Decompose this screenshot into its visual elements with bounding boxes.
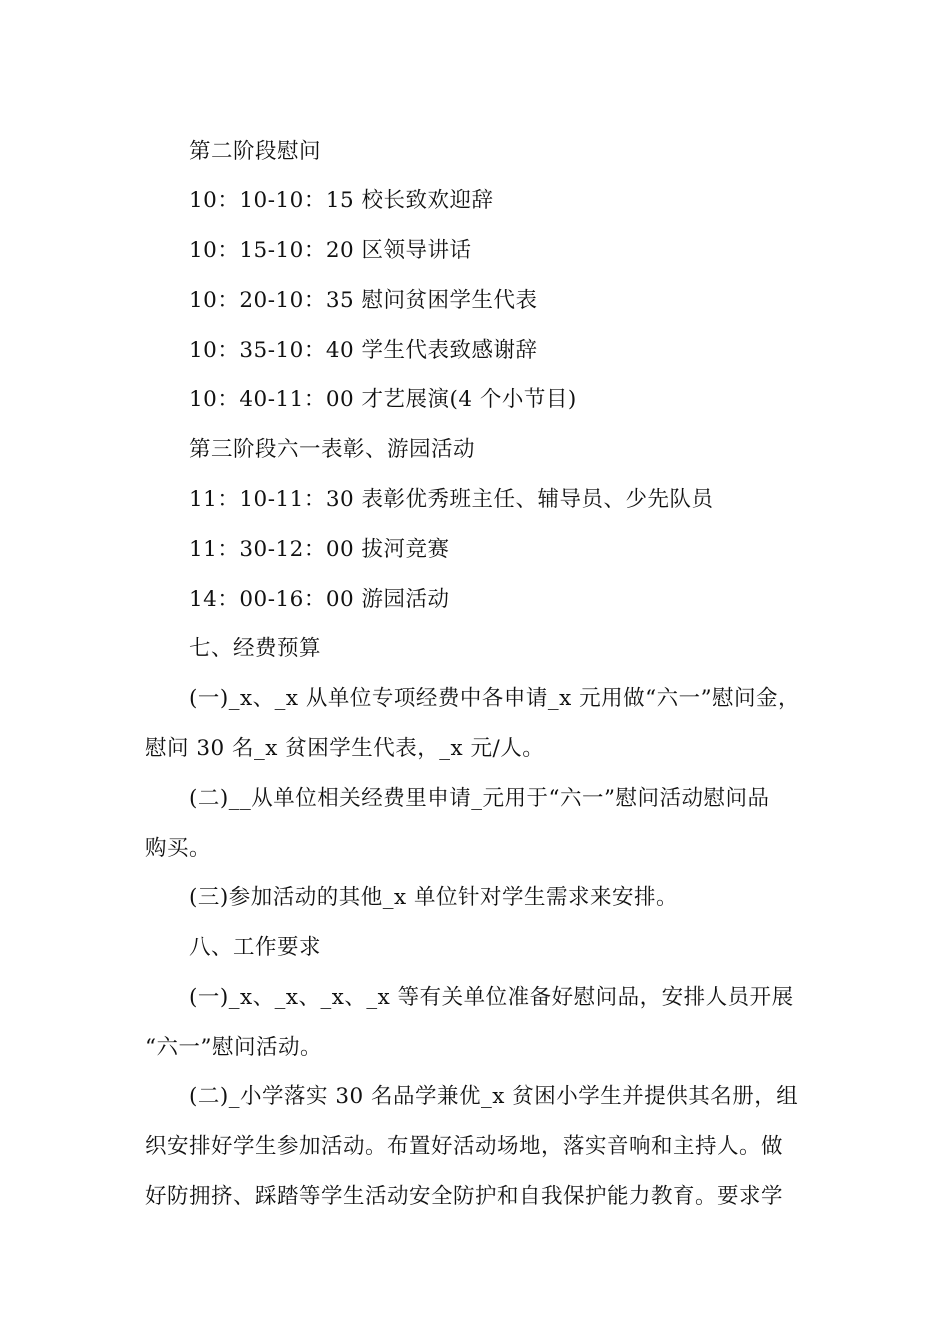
schedule-item: 10：35-10：40 学生代表致感谢辞 bbox=[189, 338, 538, 363]
paragraph-line: “六一”慰问活动。 bbox=[145, 1035, 322, 1060]
paragraph-line: (一)_x、_x、_x、_x 等有关单位准备好慰问品，安排人员开展 bbox=[189, 985, 794, 1010]
schedule-item: 11：10-11：30 表彰优秀班主任、辅导员、少先队员 bbox=[189, 487, 714, 512]
paragraph-line: 织安排好学生参加活动。布置好活动场地，落实音响和主持人。做 bbox=[145, 1134, 784, 1159]
paragraph-line: (三)参加活动的其他_x 单位针对学生需求来安排。 bbox=[189, 885, 678, 910]
paragraph-line: 好防拥挤、踩踏等学生活动安全防护和自我保护能力教育。要求学 bbox=[145, 1184, 784, 1209]
schedule-item: 10：20-10：35 慰问贫困学生代表 bbox=[189, 288, 538, 313]
schedule-item: 14：00-16：00 游园活动 bbox=[189, 587, 450, 612]
section-heading-budget: 七、经费预算 bbox=[189, 636, 322, 661]
paragraph-line: (一)_x、_x 从单位专项经费中各申请_x 元用做“六一”慰问金， bbox=[189, 686, 801, 711]
section-heading-requirements: 八、工作要求 bbox=[189, 935, 322, 960]
schedule-item: 10：40-11：00 才艺展演(4 个小节目) bbox=[189, 387, 577, 412]
paragraph-line: (二)__从单位相关经费里申请_元用于“六一”慰问活动慰问品 bbox=[189, 786, 770, 811]
paragraph-line: (二)_小学落实 30 名品学兼优_x 贫困小学生并提供其名册，组 bbox=[189, 1084, 799, 1109]
paragraph-line: 购买。 bbox=[145, 836, 212, 861]
section-heading-stage-two: 第二阶段慰问 bbox=[189, 139, 322, 164]
paragraph-line: 慰问 30 名_x 贫困学生代表，_x 元/人。 bbox=[145, 736, 545, 761]
schedule-item: 10：15-10：20 区领导讲话 bbox=[189, 238, 472, 263]
section-heading-stage-three: 第三阶段六一表彰、游园活动 bbox=[189, 437, 476, 462]
schedule-item: 10：10-10：15 校长致欢迎辞 bbox=[189, 188, 494, 213]
schedule-item: 11：30-12：00 拔河竞赛 bbox=[189, 537, 450, 562]
